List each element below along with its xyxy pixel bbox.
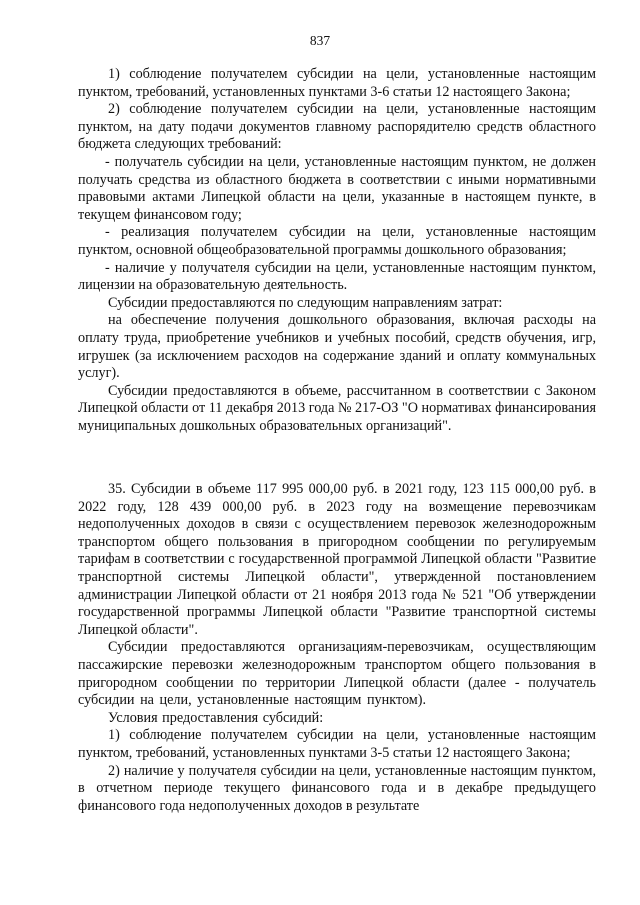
document-body-lower: [78, 481, 596, 815]
page-number: 837: [309, 33, 331, 48]
paragraph: 1) соблюдение получателем субсидии на цели, установленные настоящим пунктом, требований, установленных пунктами 3-6 статьи 12 настоящего Закона;: [78, 66, 596, 100]
paragraph: - получатель субсидии на цели, установленные настоящим пунктом, не должен получать средства из областного бюджета в соответствии с иными нормативными правовыми актами Липецкой области на цели, указанные в настоящем пункте, в текущем финансовом году;: [78, 153, 596, 223]
paragraph: - наличие у получателя субсидии на цели, установленные настоящим пунктом, лицензии на образовательную деятельность.: [78, 259, 596, 294]
paragraph: 2) соблюдение получателем субсидии на цели, установленные настоящим пунктом, на дату подачи документов главному распорядителю средств областного бюджета следующих требований:: [78, 101, 596, 153]
paragraph: 2) наличие у получателя субсидии на цели, установленные настоящим пунктом, в отчетном периоде текущего финансового года и в декабре предыдущего финансового года недополученных доходов в результате: [78, 762, 596, 814]
document-body-upper: [78, 66, 596, 435]
paragraph-35: 35. Субсидии в объеме 117 995 000,00 руб. в 2021 году, 123 115 000,00 руб. в 2022 году, 128 439 000,00 руб. в 2023 году на возмещение перевозчикам недополученных доходов в связи с осуществлением перевозок железнодорожным транспортом общего пользования в пригородном сообщении по регулируемым тарифам в соответствии с государственной программой Липецкой области "Развитие транспортной системы Липецкой области", утвержденной постановлением администрации Липецкой области от 21 ноября 2013 года № 521 "Об утверждении государственной программы Липецкой области "Развитие транспортной системы Липецкой области".: [78, 481, 596, 638]
paragraph: Субсидии предоставляются организациям-перевозчикам, осуществляющим пассажирские перевозки железнодорожным транспортом общего пользования в пригородном сообщении по территории Липецкой области (далее - получатель субсидии на цели, установленные настоящим пунктом).: [78, 639, 596, 709]
paragraph: 1) соблюдение получателем субсидии на цели, установленные настоящим пунктом, требований, установленных пунктами 3-5 статьи 12 настоящего Закона;: [78, 727, 596, 761]
paragraph: Субсидии предоставляются в объеме, рассчитанном в соответствии с Законом Липецкой области от 11 декабря 2013 года № 217-ОЗ "О нормативах финансирования муниципальных дошкольных образовательных организаций".: [78, 382, 596, 434]
paragraph: на обеспечение получения дошкольного образования, включая расходы на оплату труда, приобретение учебников и учебных пособий, средств обучения, игр, игрушек (за исключением расходов на содержание зданий и оплату коммунальных услуг).: [78, 312, 596, 382]
paragraph: Условия предоставления субсидий:: [108, 709, 324, 726]
paragraph: Субсидии предоставляются по следующим направлениям затрат:: [108, 294, 503, 311]
paragraph: - реализация получателем субсидии на цели, установленные настоящим пунктом, основной общеобразовательной программы дошкольного образования;: [78, 224, 596, 258]
